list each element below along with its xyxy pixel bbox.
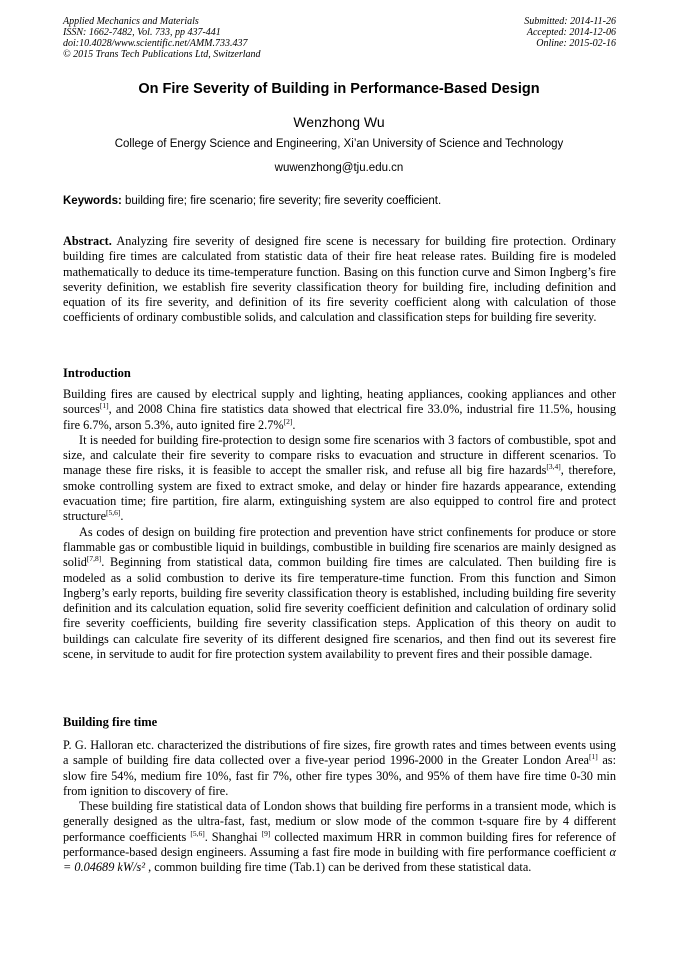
intro-paragraph-3	[63, 525, 616, 663]
introduction-heading: Introduction	[63, 366, 131, 380]
citation[interactable]: [9]	[261, 828, 271, 838]
citation[interactable]: [1]	[589, 752, 598, 762]
online-date: Online: 2015-02-16	[536, 38, 616, 49]
fire-time-paragraph-1	[63, 738, 616, 799]
ft-p2-text-a: These building fire statistical data of London shows that building fire performs in a transient mode, which is generally designed as the ultra-fast, fast, medium or slow mode of the common t-square fire by 4 different performance coefficients	[63, 799, 616, 844]
citation[interactable]: [1]	[99, 401, 109, 411]
journal-name: Applied Mechanics and Materials	[63, 16, 199, 27]
author-affiliation: College of Energy Science and Engineering, Xi’an University of Science and Technology	[114, 138, 564, 150]
keywords-label: Keywords:	[63, 195, 122, 207]
intro-p2-text-a: It is needed for building fire-protection to design some fire scenarios with 3 factors of combustible, spot and size, and calculate their fire severity to compare risks to evacuation and structure in different scenarios. To manage these fire risks, it is feasible to accept the smaller risk, and refuse all big fire hazards	[63, 432, 616, 478]
ft-p2-text-b: . Shanghai	[204, 829, 262, 844]
citation[interactable]: [7,8]	[86, 554, 102, 564]
intro-p2-text-c: .	[120, 509, 124, 524]
citation[interactable]: [5,6]	[106, 508, 121, 518]
abstract-label: Abstract.	[63, 234, 112, 248]
intro-p3-text-a: As codes of design on building fire protection and prevention have strict confinements for produce or store flammable gas or combustible liquid in buildings, combustible in building fire scenarios are mainly designed as solid	[63, 524, 616, 570]
intro-p1-text-a: Building fires are caused by electrical supply and lighting, heating appliances, cooking appliances and other sources	[63, 387, 616, 417]
submitted-date: Submitted: 2014-11-26	[524, 16, 616, 27]
abstract	[63, 234, 616, 326]
fire-coefficient-formula: α = 0.04689 kW/s²	[63, 845, 616, 875]
submission-dates	[524, 16, 616, 49]
intro-paragraph-2	[63, 433, 616, 525]
abstract-text: Analyzing fire severity of designed fire scene is necessary for building fire protection. Ordinary building fire times are calculated from statistic data of their fire heat release rates. Building fire is modeled mathematically to deduce its time-temperature function. Basing on this function curve and Simon Ingberg’s fire severity definition, we establish fire severity classification theory for building fire, including definition and equation of its fire severity, and definition of its fire severity coefficient along with calculation of those coefficients of ordinary combustible solids, and calculation and classification steps for building fire severity.	[63, 234, 616, 325]
intro-p1-text-c: .	[292, 417, 296, 432]
journal-doi: doi:10.4028/www.scientific.net/AMM.733.437	[63, 38, 248, 49]
journal-info	[63, 16, 261, 60]
journal-issn: ISSN: 1662-7482, Vol. 733, pp 437-441	[63, 27, 221, 38]
intro-paragraph-1	[63, 387, 616, 433]
fire-time-paragraph-2	[63, 799, 616, 875]
author-email: wuwenzhong@tju.edu.cn	[274, 162, 404, 174]
citation[interactable]: [3,4]	[546, 462, 561, 472]
citation[interactable]: [2]	[283, 416, 293, 426]
intro-p3-text-b: . Beginning from statistical data, common building fire times are calculated. Then building fire is modeled as a solid combustion to derive its fire temperature-time function. From this function and Simon Ingberg’s early reports, building fire severity classification theory is established, including building fire severity definition and its calculation equation, solid fire severity coefficient definition and calculation of ordinary solid fire severity coefficients, building fire severity classification steps. Application of this theory on audit to buildings can calculate fire severity of its different designed fire scenarios, and then find out its severest fire scene, in servitude to audit for fire protection system availability to prevent fires and their possible damage.	[63, 555, 616, 662]
intro-p1-text-b: , and 2008 China fire statistics data showed that electrical fire 33.0%, industrial fire 11.5%, housing fire 6.7%, arson 5.3%, auto ignited fire 2.7%	[63, 402, 616, 432]
ft-p1-text-b: as: slow fire 54%, medium fire 10%, fast fir 7%, other fire types 30%, and 95% of them have fire time 0-30 min from ignition to discovery of fire.	[63, 753, 616, 798]
author-name: Wenzhong Wu	[293, 114, 385, 130]
ft-p2-text-d: , common building fire time (Tab.1) can be derived from these statistical data.	[145, 860, 532, 875]
paper-title: On Fire Severity of Building in Performance-Based Design	[138, 81, 540, 97]
introduction-body	[63, 387, 616, 662]
keywords	[63, 195, 616, 207]
keywords-text: building fire; fire scenario; fire severity; fire severity coefficient.	[121, 195, 442, 207]
citation[interactable]: [5,6]	[190, 828, 205, 838]
fire-time-heading: Building fire time	[63, 715, 158, 729]
journal-copyright: © 2015 Trans Tech Publications Ltd, Switzerland	[63, 49, 261, 60]
accepted-date: Accepted: 2014-12-06	[526, 27, 616, 38]
ft-p1-text-a: P. G. Halloran etc. characterized the distributions of fire sizes, fire growth rates and times between events using a sample of building fire data collected over a five-year period 1996-2000 in the Greater London Area	[63, 738, 616, 768]
ft-p2-text-c: collected maximum HRR in common building fires for reference of performance-based design engineers. Assuming a fast fire mode in building with fire performance coefficient	[63, 829, 616, 860]
fire-time-body	[63, 738, 616, 876]
intro-p2-text-b: , therefore, smoke controlling system are fixed to extract smoke, and delay or hinder fire hazards appearance, extending evacuation time; fire partition, fire alarm, extinguishing system are also equipped to control fire and protect structure	[63, 463, 616, 524]
